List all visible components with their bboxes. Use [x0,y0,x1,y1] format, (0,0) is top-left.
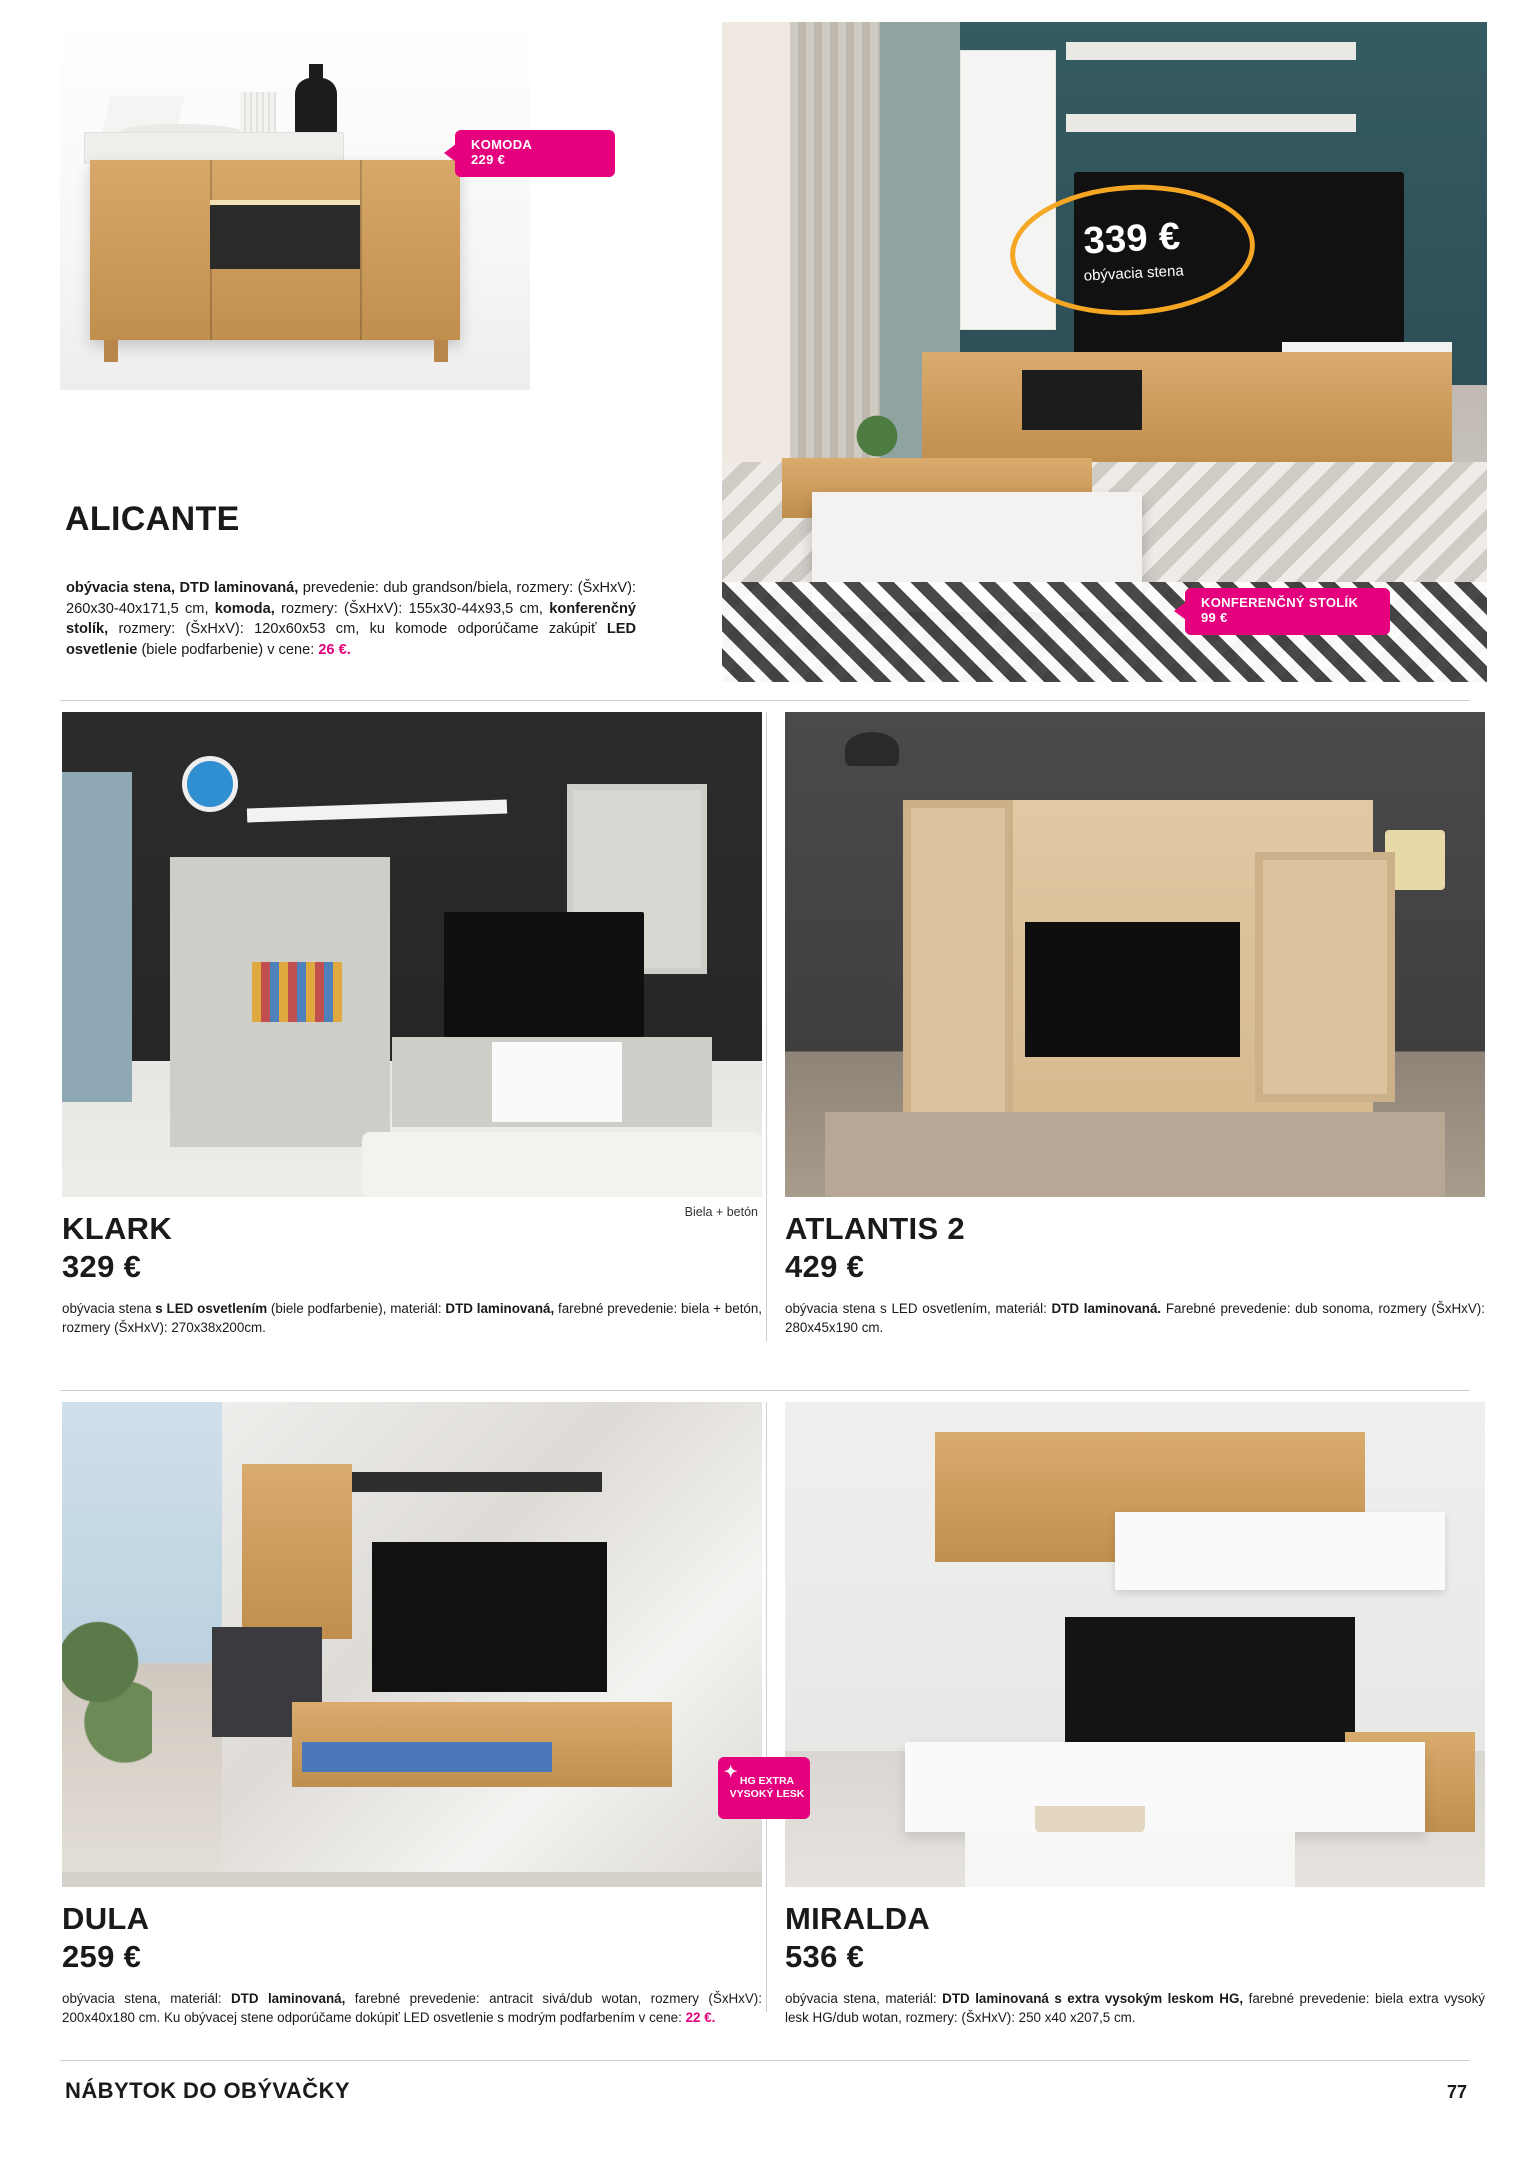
product-description-atlantis-2: obývacia stena s LED osvetlením, materiál: DTD laminovaná. Farebné prevedenie: dub sonoma, rozmery (ŠxHxV): 280x45x190 cm. [785,1301,1485,1336]
product-price-atlantis-2: 429 € [785,1249,865,1284]
column-divider [766,1402,767,2012]
product-photo-dula [62,1402,762,1887]
decor-vase-dark [295,78,337,140]
product-photo-klark [62,712,762,1219]
badge-hg-extra-vysoky-lesk [718,1757,810,1819]
decor-plant [842,400,912,460]
decor-books [252,962,342,1022]
product-description-miralda: obývacia stena, materiál: DTD laminovaná s extra vysokým leskom HG, farebné prevedenie: biela extra vysoký lesk HG/dub wotan, rozmery: (ŠxHxV): 250 x40 x207,5 cm. [785,1991,1485,2026]
product-card-miralda [785,1402,1485,2027]
column-divider [766,712,767,1342]
product-title-alicante: ALICANTE [65,500,240,538]
cabinet-leg [104,340,118,362]
footer-category-title: NÁBYTOK DO OBÝVAČKY [65,2078,351,2103]
room-rug [362,1132,762,1197]
page-number: 77 [1446,2082,1467,2102]
section-divider [60,1390,1470,1391]
circle-price-label: obývacia stena [1083,262,1185,285]
sparkle-icon: ✦ [724,1764,738,1781]
product-photo-atlantis-2 [785,712,1485,1197]
lowboard-white-gloss [905,1742,1425,1832]
tv-lowboard-white-door [492,1042,622,1122]
room-rug [825,1112,1445,1197]
wall-cabinet-wood [242,1464,352,1639]
product-card-klark [62,712,762,1337]
cabinet-seam [360,160,362,340]
product-photo-alicante-room [722,22,1487,682]
wall-unit-glass-cabinet [1255,852,1395,1102]
product-description-klark: obývacia stena s LED osvetlením (biele podfarbenie), materiál: DTD laminovaná, farebné prevedenie: biela + betón, rozmery (ŠxHxV): 270x38x200cm. [62,1301,763,1336]
product-row-bottom [0,1402,1529,2082]
led-blue-glow [302,1742,552,1772]
photo-caption-klark: Biela + betón [684,1205,758,1219]
product-title-miralda: MIRALDA [785,1901,931,1936]
decor-lamp [845,732,899,766]
circle-price-value: 339 € [1082,215,1182,263]
cabinet-leg [434,340,448,362]
product-row-middle [0,712,1529,1372]
wall-shelf-upper [1066,42,1356,60]
cabinet-open-shelf [210,205,360,269]
product-title-dula: DULA [62,1901,150,1936]
product-price-klark: 329 € [62,1249,142,1284]
television [372,1542,607,1692]
badge-label: HG EXTRA VYSOKÝ LESK [729,1775,805,1800]
price-tag-price: 99 € [1201,609,1228,625]
price-tag-komoda [455,130,615,177]
product-price-dula: 259 € [62,1939,142,1974]
product-title-klark: KLARK [62,1211,173,1246]
wall-unit-tall-cabinet [903,800,1013,1145]
wall-shelf-lower [1066,114,1356,132]
decor-plant [62,1582,152,1782]
product-card-atlantis-2 [785,712,1485,1337]
price-tag-label: KONFERENČNÝ STOLÍK [1201,595,1359,610]
wall-cabinet-white-gloss [1115,1512,1445,1590]
product-price-miralda: 536 € [785,1939,865,1974]
product-title-atlantis-2: ATLANTIS 2 [785,1211,965,1246]
decor-clock [182,756,238,812]
television [444,912,644,1037]
coffee-table [965,1832,1295,1887]
product-description-alicante: obývacia stena, DTD laminovaná, prevedenie: dub grandson/biela, rozmery: (ŠxHxV): 260x30-40x171,5 cm, komoda, rozmery: (ŠxHxV): 155x30-44x93,5 cm, konferenčný stolík, rozmery: (ŠxHxV): 120x60x53 cm, ku komode odporúčame zakúpiť LED osvetlenie (biele podfarbenie) v cene: 26 €. [66,580,636,659]
lowboard-wood [922,352,1452,462]
wall-shelf [247,799,507,822]
price-tag-price: 229 € [471,151,506,167]
product-description-dula: obývacia stena, materiál: DTD laminovaná, farebné prevedenie: antracit sivá/dub wotan, rozmery (ŠxHxV): 200x40x180 cm. Ku obývacej stene odporúčame dokúpiť LED osvetlenie s modrým podfarbením v cene: 22 €. [62,1991,762,2026]
price-tag-label: KOMODA [471,137,533,152]
product-photo-komoda [60,20,530,390]
product-section-alicante [0,0,1529,700]
price-tag-konferencny-stolik [1185,588,1390,635]
section-divider [60,700,1470,701]
footer-divider [60,2060,1470,2061]
product-photo-miralda [785,1402,1485,1887]
product-card-dula [62,1402,762,2027]
room-window [62,772,132,1102]
lowboard-niche [1022,370,1142,430]
television [1025,922,1240,1057]
